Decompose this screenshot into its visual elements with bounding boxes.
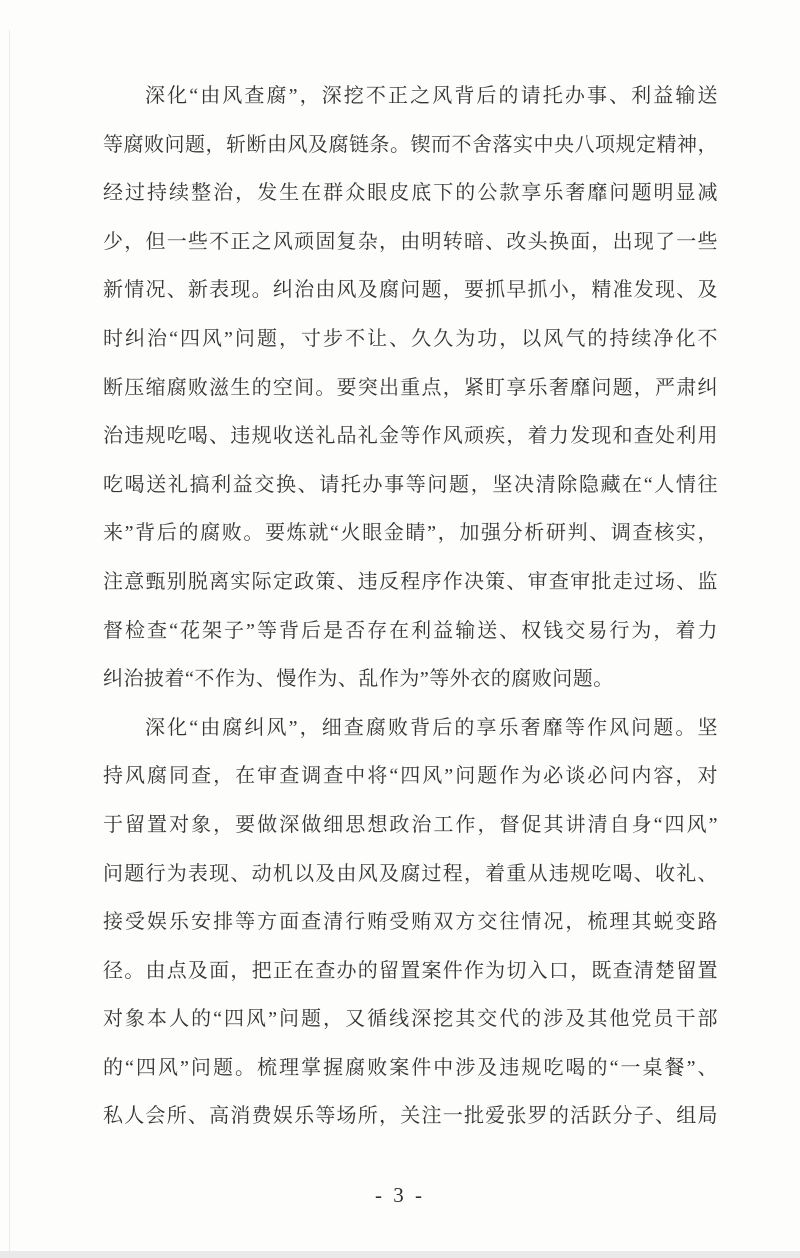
text-line: 持风腐同查，在审查调查中将“四风”问题作为必谈必问内容，对 — [103, 765, 718, 788]
text-line: 纠治披着“不作为、慢作为、乱作为”等外衣的腐败问题。 — [103, 668, 614, 691]
text-line: 新情况、新表现。纠治由风及腐问题，要抓早抓小，精准发现、及 — [103, 279, 718, 302]
text-line: 于留置对象，要做深做细思想政治工作，督促其讲清自身“四风” — [103, 813, 718, 836]
text-line: 注意甄别脱离实际定政策、违反程序作决策、审查审批走过场、监 — [103, 570, 718, 593]
scan-artifact-left-edge — [9, 30, 10, 1258]
text-line: 断压缩腐败滋生的空间。要突出重点，紧盯享乐奢靡问题，严肃纠 — [103, 376, 718, 399]
text-line: 接受娱乐安排等方面查清行贿受贿双方交往情况，梳理其蜕变路 — [103, 911, 718, 934]
text-line: 的“四风”问题。梳理掌握腐败案件中涉及违规吃喝的“一桌餐”、 — [103, 1056, 718, 1079]
text-line: 径。由点及面，把正在查办的留置案件作为切入口，既查清楚留置 — [103, 959, 718, 982]
text-line: 治违规吃喝、违规收送礼品礼金等作风顽疾，着力发现和查处利用 — [103, 425, 718, 448]
page-number: - 3 - — [375, 1183, 425, 1207]
text-line: 来”背后的腐败。要炼就“火眼金睛”，加强分析研判、调查核实， — [103, 522, 718, 545]
text-line: 问题行为表现、动机以及由风及腐过程，着重从违规吃喝、收礼、 — [103, 862, 718, 885]
document-body — [103, 72, 718, 1141]
text-line: 私人会所、高消费娱乐等场所，关注一批爱张罗的活跃分子、组局 — [103, 1105, 718, 1128]
text-line: 督检查“花架子”等背后是否存在利益输送、权钱交易行为，着力 — [103, 619, 718, 642]
text-line: 吃喝送礼搞利益交换、请托办事等问题，坚决清除隐藏在“人情往 — [103, 473, 718, 496]
text-line: 等腐败问题，斩断由风及腐链条。锲而不舍落实中央八项规定精神， — [103, 133, 718, 156]
text-line: 深化“由风查腐”，深挖不正之风背后的请托办事、利益输送 — [145, 85, 718, 107]
text-line: 深化“由腐纠风”，细查腐败背后的享乐奢靡等作风问题。坚 — [145, 716, 718, 739]
text-line: 经过持续整治，发生在群众眼皮底下的公款享乐奢靡问题明显减 — [103, 182, 718, 205]
paragraph — [103, 72, 718, 704]
text-line: 时纠治“四风”问题，寸步不让、久久为功，以风气的持续净化不 — [103, 327, 718, 350]
text-line: 对象本人的“四风”问题，又循线深挖其交代的涉及其他党员干部 — [103, 1008, 718, 1031]
scan-artifact-bottom-edge — [0, 1251, 800, 1258]
paragraph — [103, 704, 718, 1141]
text-line: 少，但一些不正之风顽固复杂，由明转暗、改头换面，出现了一些 — [103, 230, 718, 253]
